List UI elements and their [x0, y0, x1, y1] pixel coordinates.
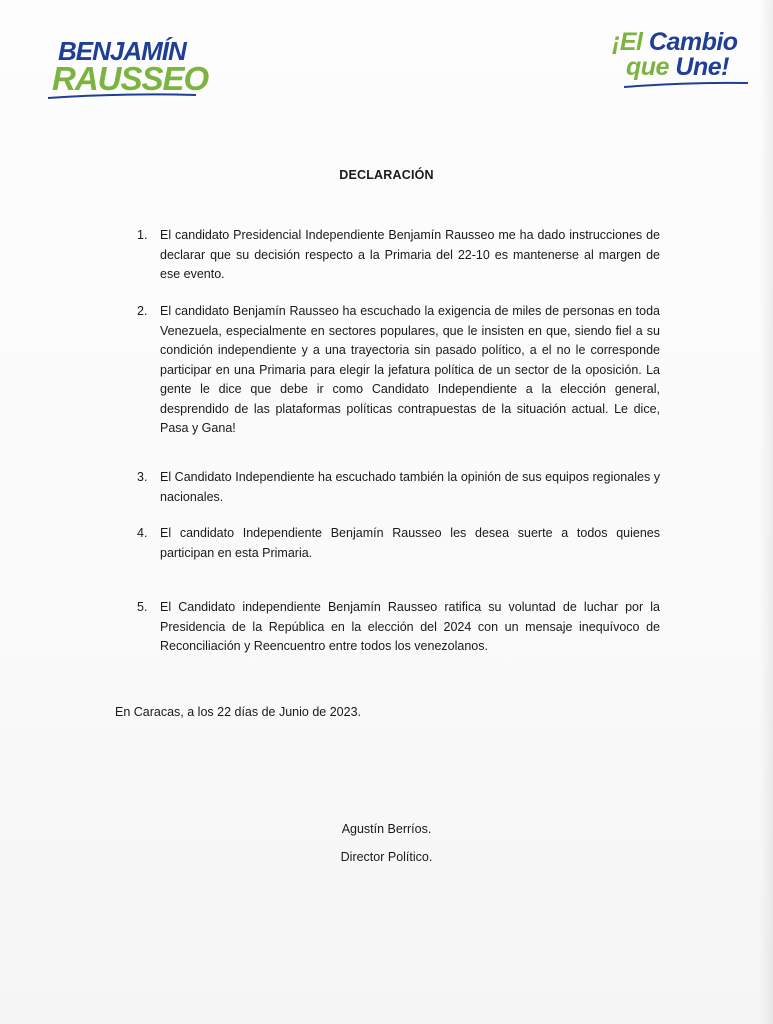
- slogan-line-2: [626, 53, 729, 82]
- list-item-number: 3.: [137, 470, 148, 484]
- page-edge-shadow: [759, 0, 773, 1024]
- document-title: DECLARACIÓN: [339, 168, 434, 182]
- signer-title: Director Político.: [340, 850, 433, 864]
- list-item-number: 4.: [137, 526, 148, 540]
- slogan-part-blue: Une!: [675, 53, 729, 81]
- signer-name: Agustín Berríos.: [341, 822, 432, 836]
- slogan-part-green: ¡El: [612, 28, 649, 56]
- list-item-text: El Candidato independiente Benjamín Rausseo ratifica su voluntad de luchar por la Presidencia de la República en la elección del 2024 con un mensaje inequívoco de Reconciliación y Reencuentro entre todos los venezolanos.: [160, 600, 660, 653]
- list-item-number: 5.: [137, 600, 148, 614]
- list-item-text: El candidato Benjamín Rausseo ha escuchado la exigencia de miles de personas en toda Venezuela, especialmente en sectores populares, que le insisten en que, siendo fiel a su condición independiente y a una trayectoria sin pasado político, a el no le corresponde participar en una Primaria para elegir la jefatura política de un sector de la oposición. La gente le dice que debe ir como Candidato Independiente a la elección general, desprendido de las plataformas políticas contrapuestas de la situación actual. Le dice, Pasa y Gana!: [160, 304, 660, 435]
- closing-date-line: En Caracas, a los 22 días de Junio de 2023.: [115, 705, 361, 719]
- slogan-part-green: que: [626, 53, 676, 81]
- logo-swoosh-icon: [46, 92, 198, 100]
- logo-line-first-name: BENJAMÍN: [58, 36, 186, 66]
- list-item-text: El candidato Independiente Benjamín Rausseo les desea suerte a todos quienes participan en esta Primaria.: [160, 526, 660, 560]
- logo-line-last-name: RAUSSEO: [52, 60, 209, 97]
- benjamin-rausseo-logo: [46, 36, 209, 102]
- el-cambio-que-une-logo: [612, 28, 762, 96]
- list-item-number: 1.: [137, 228, 148, 242]
- list-item-text: El Candidato Independiente ha escuchado también la opinión de sus equipos regionales y nacionales.: [160, 470, 660, 504]
- list-item-text: El candidato Presidencial Independiente Benjamín Rausseo me ha dado instrucciones de declarar que su decisión respecto a la Primaria del 22-10 es mantenerse al margen de ese evento.: [160, 228, 660, 281]
- slogan-swoosh-icon: [622, 81, 750, 89]
- list-item-number: 2.: [137, 304, 148, 318]
- slogan-part-blue: Cambio: [648, 28, 738, 56]
